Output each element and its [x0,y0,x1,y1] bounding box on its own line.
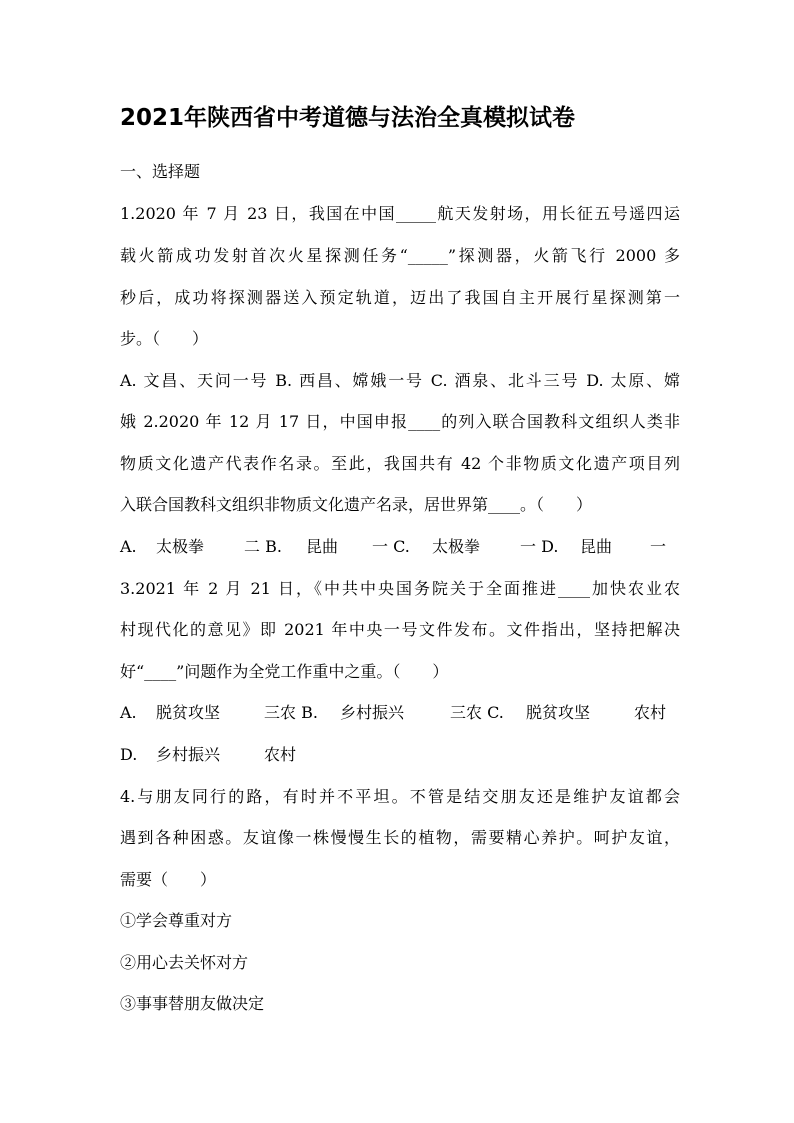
q3-opt-a-text1: 脱贫攻坚 [156,703,221,722]
q3-line-1: 3.2021 年 2 月 21 日，《中共中央国务院关于全面推进____加快农业农 [120,579,680,598]
q3-opt-b-text1: 乡村振兴 [340,703,405,722]
q2-opt-d-text: 昆曲 [580,537,613,556]
q2-opt-a: A. [120,537,137,556]
q2-opt-a-text: 太极拳 [156,537,205,556]
q3-opt-c-text1: 脱贫攻坚 [526,703,591,722]
q1-line-1: 1.2020 年 7 月 23 日，我国在中国_____航天发射场，用长征五号遥四运 [120,204,680,223]
q4-line-1: 4.与朋友同行的路，有时并不平坦。不管是结交朋友还是维护友谊都会 [120,787,680,806]
q2-line-2: 物质文化遗产代表作名录。至此，我国共有 42 个非物质文化遗产项目列 [120,454,680,473]
q3-opt-d-text1: 乡村振兴 [156,745,221,764]
q2-opt-b: 二 B. [244,537,282,556]
q3-opt-b: 三农 B. [264,703,318,722]
q3-opt-d: D. [120,745,138,764]
q3-line-3: 好“____”问题作为全党工作重中之重。（ ） [120,662,449,681]
q4-item-3: ③事事替朋友做决定 [120,994,265,1013]
q3-options-abc [120,701,680,725]
q1-line-3: 秒后，成功将探测器送入预定轨道，迈出了我国自主开展行星探测第一 [120,288,680,307]
q3-opt-c: 三农 C. [450,703,504,722]
q2-opt-d-tail: 一 [650,537,667,556]
q2-opt-c: 一 C. [372,537,410,556]
q2-options [120,535,680,559]
q3-line-2: 村现代化的意见》即 2021 年中央一号文件发布。文件指出，坚持把解决 [120,620,680,639]
q1-line-4: 步。（ ） [120,329,209,348]
q4-item-2: ②用心去关怀对方 [120,953,249,972]
q3-opt-d-text2: 农村 [264,745,297,764]
q2-opt-b-text: 昆曲 [306,537,339,556]
page-title: 2021年陕西省中考道德与法治全真模拟试卷 [120,105,576,131]
q3-opt-a: A. [120,703,137,722]
q4-item-1: ①学会尊重对方 [120,911,233,930]
q3-opt-c-text2: 农村 [634,703,667,722]
q2-opt-c-text: 太极拳 [432,537,481,556]
q2-opt-d: 一 D. [520,537,559,556]
q2-line-1: 娥 2.2020 年 12 月 17 日，中国申报____的列入联合国教科文组织人类非 [120,412,680,431]
q2-line-3: 入联合国教科文组织非物质文化遗产名录，居世界第____。（ ） [120,495,593,514]
q1-options: A. 文昌、天问一号 B. 西昌、嫦娥一号 C. 酒泉、北斗三号 D. 太原、嫦 [120,371,680,390]
q1-line-2: 载火箭成功发射首次火星探测任务“_____”探测器，火箭飞行 2000 多 [120,246,680,265]
q4-line-2: 遇到各种困惑。友谊像一株慢慢生长的植物，需要精心养护。呵护友谊， [120,828,680,847]
section-heading: 一、选择题 [120,162,201,181]
q4-line-3: 需要（ ） [120,870,217,889]
q3-options-d [120,743,680,767]
